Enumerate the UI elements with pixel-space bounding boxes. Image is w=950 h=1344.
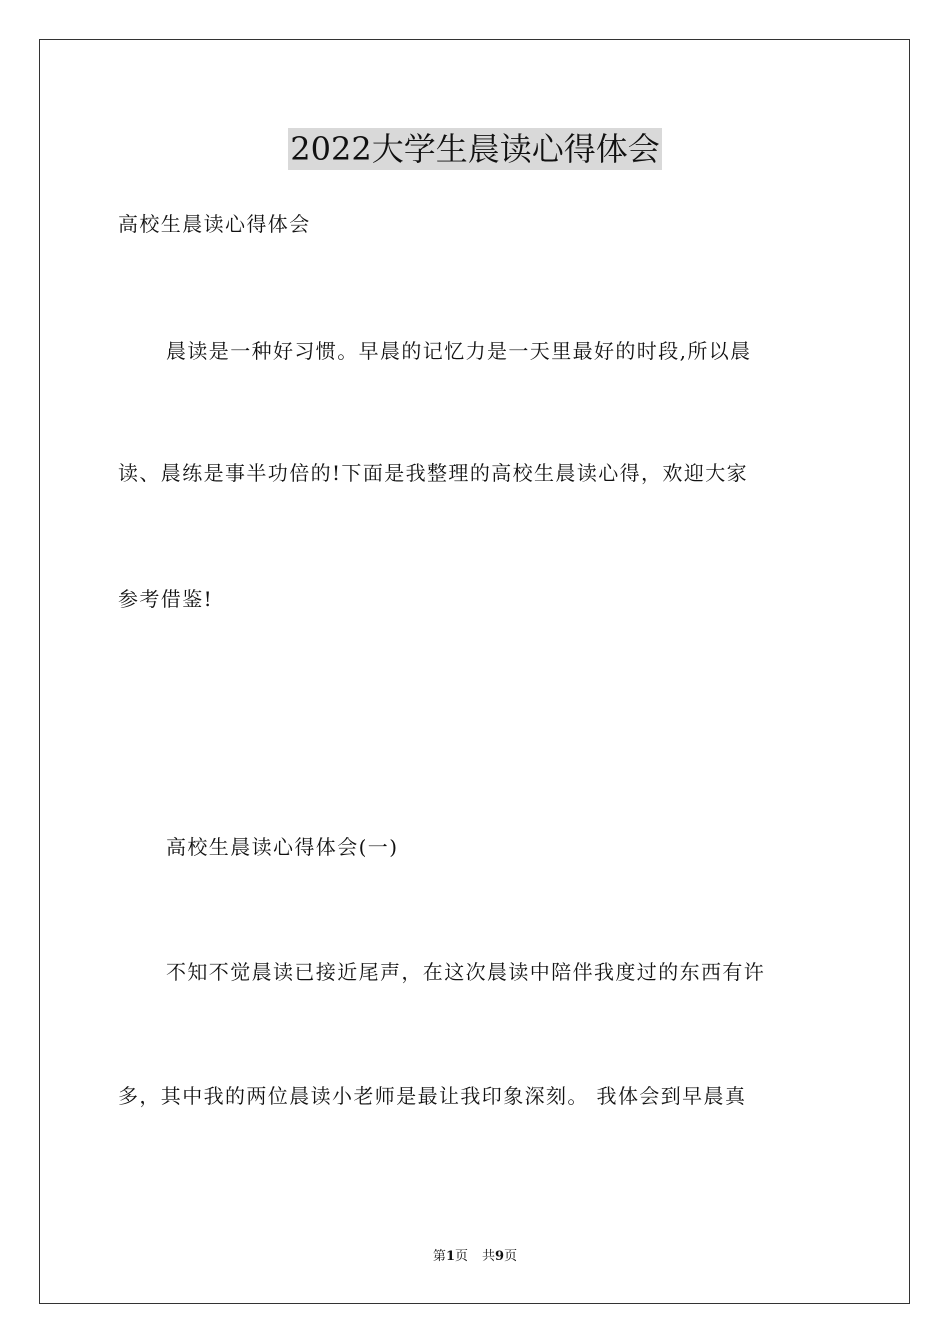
page-total: 9 xyxy=(495,1249,505,1264)
total-suffix: 页 xyxy=(504,1249,518,1264)
paragraph2-line2: 多，其中我的两位晨读小老师是最让我印象深刻。 我体会到早晨真 xyxy=(118,1084,747,1108)
paragraph2-line1: 不知不觉晨读已接近尾声，在这次晨读中陪伴我度过的东西有许 xyxy=(166,960,766,984)
paragraph1-line2: 读、晨练是事半功倍的!下面是我整理的高校生晨读心得，欢迎大家 xyxy=(118,461,749,485)
page-prefix: 第 xyxy=(432,1249,446,1264)
page-footer xyxy=(0,1248,950,1266)
paragraph1-line3: 参考借鉴! xyxy=(118,587,214,611)
page-suffix: 页 xyxy=(454,1249,468,1264)
document-title: 2022大学生晨读心得体会 xyxy=(290,130,660,168)
total-prefix: 共 xyxy=(482,1249,496,1264)
document-subtitle: 高校生晨读心得体会 xyxy=(118,212,311,236)
section-heading: 高校生晨读心得体会(一) xyxy=(166,835,399,859)
title-container xyxy=(0,128,950,170)
paragraph1-line1: 晨读是一种好习惯。早晨的记忆力是一天里最好的时段,所以晨 xyxy=(166,339,752,363)
page-current: 1 xyxy=(445,1249,455,1264)
